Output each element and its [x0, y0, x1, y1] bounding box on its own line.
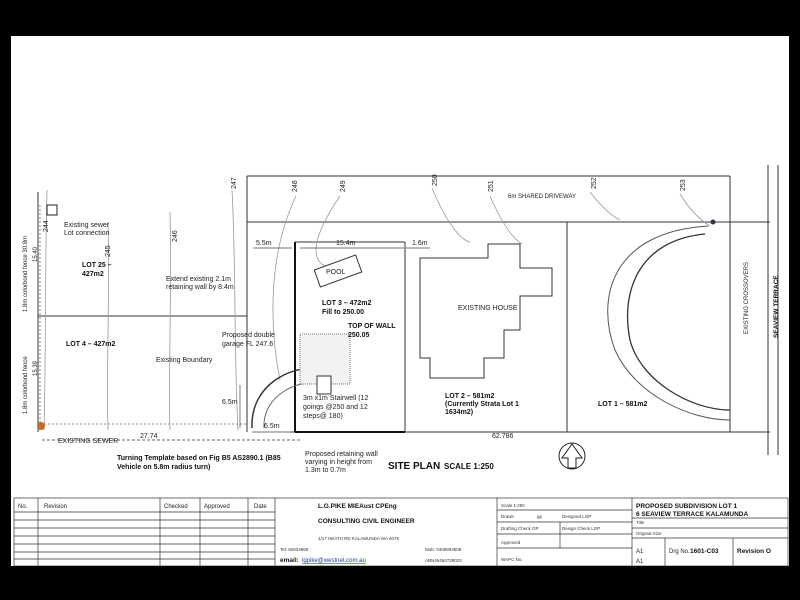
existing-house-label: EXISTING HOUSE: [458, 305, 518, 312]
header-revision: Revision: [44, 504, 68, 510]
dim-62786: 62.786: [492, 433, 514, 440]
turning-note-1: Turning Template based on Fig B5 AS2890.1 (B85: [117, 455, 281, 462]
turning-note-2: Vehicle on 5.8m radius turn): [117, 464, 211, 471]
dim-2774: 27.74: [140, 433, 158, 440]
extend-wall-note-1: Extend existing 2.1m: [166, 276, 231, 283]
company-mob: Mob: 0408893508: [425, 547, 462, 552]
revision-value: Revision O: [737, 548, 771, 555]
sheet-size: A1: [636, 549, 644, 555]
garage-note-1: Proposed double: [222, 332, 275, 339]
stairwell-note-3: steps@ 180): [303, 413, 343, 420]
dim-1540: 15.40: [33, 246, 39, 262]
lot25-area: 427m2: [82, 271, 104, 278]
top-of-wall: TOP OF WALL: [348, 323, 396, 330]
design-check: Design Check LGP: [562, 526, 601, 531]
drawn-by: gp: [537, 514, 543, 519]
dim-65b: 6.5m: [264, 423, 280, 430]
contour-lines: [44, 188, 710, 430]
top-of-wall-level: 250.05: [348, 332, 370, 339]
dim-65a: 6.5m: [222, 399, 238, 406]
site-plan-drawing: [11, 36, 789, 566]
sewer-outlet-marker: [37, 422, 45, 430]
existing-sewer-label: EXISTING SEWER: [58, 438, 119, 445]
property-boundary: [38, 165, 778, 455]
retaining-note-3: 1.3m to 0.7m: [305, 467, 346, 474]
wapc-row: WAPC No.: [501, 557, 523, 562]
email-link[interactable]: lgpike@westnet.com.au: [302, 558, 366, 564]
colorbond-fence: [40, 205, 247, 424]
lot2-area: 1634m2): [445, 409, 474, 416]
lot3-fill: Fill to 250.00: [322, 309, 365, 316]
lot1-driveway-inner: [608, 226, 730, 420]
fence-note-1: 1.8m colorbond fence 30.8m: [23, 235, 29, 312]
company-address: 1/17 HEATH RD KALAMUNDA WA 6076: [318, 536, 400, 541]
drawing-sheet: [11, 36, 789, 566]
retaining-note-2: varying in height from: [305, 459, 372, 466]
header-checked: Checked: [164, 504, 188, 510]
seaview-terrace-label: SEAVIEW TERRACE: [773, 275, 780, 338]
contour-251: 251: [488, 180, 495, 192]
drawing-number-label: Drg No.: [669, 549, 690, 555]
approved-row: Approved: [501, 540, 521, 545]
lot1-driveway-curve: [628, 234, 730, 410]
existing-boundary-note: Existing Boundary: [156, 357, 213, 364]
lot3-label: LOT 3 – 472m2: [322, 300, 372, 307]
company-tel: Tel: 92933868: [280, 547, 309, 552]
lot2-label: LOT 2 – 581m2: [445, 393, 495, 400]
lot1-label: LOT 1 – 581m2: [598, 401, 648, 408]
garage-note-2: garage FL 247.6: [222, 341, 274, 348]
scale-row: Scale 1:250: [501, 503, 525, 508]
sewer-note-2: Lot connection: [64, 230, 110, 237]
original-size-label: Original Size: [636, 531, 662, 536]
header-no: No.: [18, 504, 28, 510]
stairwell-note-1: 3m x1m Stairwell (12: [303, 395, 369, 402]
lot2-strata: (Currently Strata Lot 1: [445, 401, 519, 408]
shared-driveway-label: 6m SHARED DRIVEWAY: [508, 194, 577, 200]
stairwell: [317, 376, 331, 394]
title-label: Title: [636, 520, 645, 525]
lot25-label: LOT 25 –: [82, 262, 112, 269]
sheet-size-2: A1: [636, 559, 644, 565]
project-line-2: 6 SEAVIEW TERRACE KALAMUNDA: [636, 511, 749, 518]
dim-154: 15.4m: [336, 240, 356, 247]
contour-249: 249: [340, 180, 347, 192]
retaining-note-1: Proposed retaining wall: [305, 451, 378, 458]
dim-55: 5.5m: [256, 240, 272, 247]
lot4-label: LOT 4 – 427m2: [66, 341, 116, 348]
sewer-note-1: Existing sewer: [64, 222, 110, 229]
contour-244: 244: [43, 220, 50, 232]
contour-250: 250: [432, 174, 439, 186]
drawing-number: 1601-C03: [690, 548, 719, 555]
email-label: email:: [280, 557, 299, 564]
dim-1539: 15.39: [33, 360, 39, 376]
site-plan-title: SITE PLAN: [388, 461, 441, 472]
sewer-connection-marker: [47, 205, 57, 215]
site-plan-scale: SCALE 1:250: [444, 462, 494, 471]
contour-252: 252: [591, 177, 598, 189]
contour-246: 246: [172, 230, 179, 242]
stairwell-note-2: goings @250 and 12: [303, 404, 368, 411]
header-date: Date: [254, 504, 267, 510]
contour-253: 253: [680, 179, 687, 191]
pool-label: POOL: [326, 269, 346, 276]
contour-247: 247: [231, 177, 238, 189]
drawn-label: Drawn: [501, 514, 515, 519]
project-line-1: PROPOSED SUBDIVISION LOT 1: [636, 503, 738, 510]
company-role: CONSULTING CIVIL ENGINEER: [318, 518, 415, 525]
designed-label: Designed LGP: [562, 514, 592, 519]
header-approved: Approved: [204, 504, 230, 510]
north-arrow: [559, 443, 585, 469]
dim-16: 1.6m: [412, 240, 428, 247]
extend-wall-note-2: retaining wall by 8.4m: [166, 284, 234, 291]
contour-245: 245: [105, 245, 112, 257]
contour-248: 248: [292, 180, 299, 192]
drafting-check: Drafting Check GP: [501, 526, 539, 531]
existing-crossovers-label: EXISTING CROSSOVERS: [744, 261, 750, 334]
company-abn: ABN46464729023: [425, 558, 462, 563]
company-name: L.G.PIKE MIEAust CPEng: [318, 503, 397, 510]
fence-note-2: 1.8m colorbond fence: [23, 356, 29, 414]
crossover-marker: [711, 220, 716, 225]
